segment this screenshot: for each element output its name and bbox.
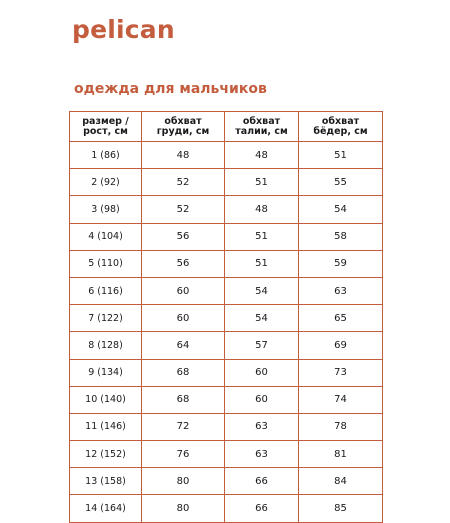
cell-hips: 84 xyxy=(299,468,383,495)
cell-chest: 64 xyxy=(142,332,225,359)
cell-chest: 68 xyxy=(142,359,225,386)
cell-waist: 66 xyxy=(225,468,299,495)
header-line: бёдер, см xyxy=(313,125,368,137)
table-row xyxy=(70,196,383,223)
table-row xyxy=(70,142,383,169)
header-chest xyxy=(142,112,225,142)
cell-size: 5 (110) xyxy=(70,250,142,277)
cell-waist: 51 xyxy=(225,250,299,277)
cell-waist: 63 xyxy=(225,441,299,468)
table-row xyxy=(70,305,383,332)
cell-waist: 60 xyxy=(225,386,299,413)
table-row xyxy=(70,277,383,304)
cell-size: 2 (92) xyxy=(70,169,142,196)
size-chart-table xyxy=(69,111,383,523)
cell-chest: 76 xyxy=(142,441,225,468)
cell-hips: 63 xyxy=(299,277,383,304)
cell-size: 10 (140) xyxy=(70,386,142,413)
cell-hips: 51 xyxy=(299,142,383,169)
cell-size: 9 (134) xyxy=(70,359,142,386)
cell-hips: 69 xyxy=(299,332,383,359)
table-row xyxy=(70,169,383,196)
header-line: груди, см xyxy=(156,125,210,137)
cell-waist: 54 xyxy=(225,305,299,332)
cell-hips: 74 xyxy=(299,386,383,413)
cell-size: 14 (164) xyxy=(70,495,142,522)
header-waist xyxy=(225,112,299,142)
cell-waist: 60 xyxy=(225,359,299,386)
cell-size: 7 (122) xyxy=(70,305,142,332)
cell-hips: 81 xyxy=(299,441,383,468)
cell-waist: 57 xyxy=(225,332,299,359)
header-line: обхват xyxy=(242,115,281,127)
cell-waist: 48 xyxy=(225,142,299,169)
cell-size: 3 (98) xyxy=(70,196,142,223)
cell-chest: 60 xyxy=(142,305,225,332)
cell-hips: 58 xyxy=(299,223,383,250)
cell-hips: 54 xyxy=(299,196,383,223)
cell-waist: 48 xyxy=(225,196,299,223)
cell-chest: 56 xyxy=(142,223,225,250)
table-row xyxy=(70,223,383,250)
cell-size: 11 (146) xyxy=(70,413,142,440)
cell-chest: 80 xyxy=(142,468,225,495)
table-row xyxy=(70,250,383,277)
cell-size: 1 (86) xyxy=(70,142,142,169)
cell-chest: 48 xyxy=(142,142,225,169)
table-row xyxy=(70,468,383,495)
table-row xyxy=(70,359,383,386)
header-line: обхват xyxy=(321,115,360,127)
header-line: обхват xyxy=(164,115,202,127)
cell-hips: 85 xyxy=(299,495,383,522)
brand-logo: pelican xyxy=(72,15,175,44)
header-line: рост, см xyxy=(83,125,128,137)
header-line: талии, см xyxy=(235,125,288,137)
cell-waist: 54 xyxy=(225,277,299,304)
table-row xyxy=(70,386,383,413)
table-row xyxy=(70,441,383,468)
cell-chest: 80 xyxy=(142,495,225,522)
cell-size: 6 (116) xyxy=(70,277,142,304)
cell-waist: 66 xyxy=(225,495,299,522)
header-line: размер / xyxy=(82,115,129,127)
header-size-height xyxy=(70,112,142,142)
cell-waist: 51 xyxy=(225,223,299,250)
cell-hips: 59 xyxy=(299,250,383,277)
cell-chest: 56 xyxy=(142,250,225,277)
cell-hips: 73 xyxy=(299,359,383,386)
section-title: одежда для мальчиков xyxy=(74,81,267,97)
cell-size: 8 (128) xyxy=(70,332,142,359)
cell-chest: 60 xyxy=(142,277,225,304)
cell-chest: 52 xyxy=(142,169,225,196)
header-row xyxy=(70,112,383,142)
table-row xyxy=(70,413,383,440)
cell-size: 13 (158) xyxy=(70,468,142,495)
cell-size: 4 (104) xyxy=(70,223,142,250)
cell-hips: 55 xyxy=(299,169,383,196)
cell-waist: 63 xyxy=(225,413,299,440)
header-hips xyxy=(299,112,383,142)
cell-hips: 65 xyxy=(299,305,383,332)
table-row xyxy=(70,495,383,522)
cell-waist: 51 xyxy=(225,169,299,196)
size-chart-header xyxy=(70,112,383,142)
cell-chest: 52 xyxy=(142,196,225,223)
cell-hips: 78 xyxy=(299,413,383,440)
cell-size: 12 (152) xyxy=(70,441,142,468)
size-chart-body xyxy=(70,142,383,523)
cell-chest: 68 xyxy=(142,386,225,413)
cell-chest: 72 xyxy=(142,413,225,440)
table-row xyxy=(70,332,383,359)
